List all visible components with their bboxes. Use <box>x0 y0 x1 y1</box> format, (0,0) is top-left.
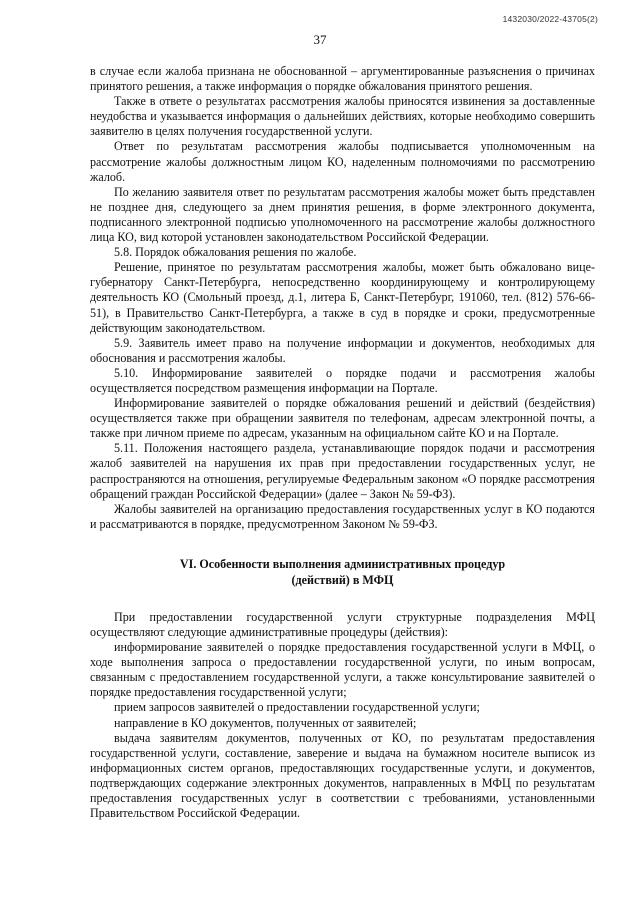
paragraph: Решение, принятое по результатам рассмотрения жалобы, может быть обжаловано вице-губернатору Санкт-Петербурга, непосредственно координирующему и контролирующему деятельность КО (Смольный проезд, д.1, литера Б, Санкт-Петербург, 191060, тел. (812) 576-66-51), в Правительство Санкт-Петербурга, а также в суд в порядке и сроки, предусмотренные действующим законодательством. <box>90 260 595 335</box>
list-item: информирование заявителей о порядке предоставления государственной услуги в МФЦ, о ходе выполнения запроса о предоставлении государственной услуги, по иным вопросам, связанным с предоставлением государственной услуги, а также консультирование заявителей о порядке предоставления государственной услуги; <box>90 640 595 700</box>
spacer <box>90 532 595 556</box>
section-heading-line-2: (действий) в МФЦ <box>291 572 394 587</box>
paragraph: Ответ по результатам рассмотрения жалобы подписывается уполномоченным на рассмотрение жалобы должностным лицом КО, наделенным полномочиями по рассмотрению жалоб. <box>90 139 595 184</box>
page-number: 37 <box>313 32 327 47</box>
paragraph: Также в ответе о результатах рассмотрения жалобы приносятся извинения за доставленные неудобства и указывается информация о дальнейших действиях, которые необходимо совершить заявителю в целях получения государственной услуги. <box>90 94 595 139</box>
paragraph-5-10: 5.10. Информирование заявителей о порядке подачи и рассмотрения жалобы осуществляется посредством размещения информации на Портале. <box>90 365 595 395</box>
paragraph-5-8: 5.8. Порядок обжалования решения по жалобе. <box>114 245 357 260</box>
paragraph: Жалобы заявителей на организацию предоставления государственных услуг в КО подаются и рассматриваются в порядке, предусмотренном Законом № 59-ФЗ. <box>90 501 595 531</box>
list-item: выдача заявителям документов, полученных от КО, по результатам предоставления государственной услуги, составление, заверение и выдача на бумажном носителе выписок из информационных систем органов, предоставляющих государственные услуги, и документов, подтверждающих содержание электронных документов, направленных в МФЦ по результатам предоставления государственных услуг в соответствии с требованиями, установленными Правительством Российской Федерации. <box>90 730 595 821</box>
list-item: прием запросов заявителей о предоставлении государственной услуги; <box>114 700 480 715</box>
list-item: направление в КО документов, полученных от заявителей; <box>114 715 417 730</box>
section-heading-line-1: VI. Особенности выполнения административных процедур <box>179 556 506 571</box>
paragraph-5-9: 5.9. Заявитель имеет право на получение информации и документов, необходимых для обоснования и рассмотрения жалобы. <box>90 335 595 365</box>
paragraph-continuation: в случае если жалоба признана не обоснованной – аргументированные разъяснения о причинах принятого решения, а также информация о порядке обжалования принятого решения. <box>90 64 595 94</box>
paragraph: При предоставлении государственной услуги структурные подразделения МФЦ осуществляют следующие административные процедуры (действия): <box>90 609 595 639</box>
paragraph: Информирование заявителей о порядке обжалования решений и действий (бездействия) осуществляется также при обращении заявителя по телефонам, адресам электронной почты, а также при личном приеме по адресам, указанным на официальном сайте КО и на Портале. <box>90 396 595 441</box>
document-body <box>90 64 595 821</box>
document-id: 1432030/2022-43705(2) <box>502 14 598 24</box>
paragraph-5-11: 5.11. Положения настоящего раздела, устанавливающие порядок подачи и рассмотрения жалоб заявителей на нарушения их прав при предоставлении государственных услуг, не распространяются на отношения, регулируемые Федеральным законом «О порядке рассмотрения обращений граждан Российской Федерации» (далее – Закон № 59-ФЗ). <box>90 441 595 501</box>
spacer <box>90 588 595 610</box>
paragraph: По желанию заявителя ответ по результатам рассмотрения жалобы может быть представлен не позднее дня, следующего за днем принятия решения, в форме электронного документа, подписанного электронной подписью уполномоченного на рассмотрение жалобы должностного лица КО, вид которой установлен законодательством Российской Федерации. <box>90 184 595 245</box>
